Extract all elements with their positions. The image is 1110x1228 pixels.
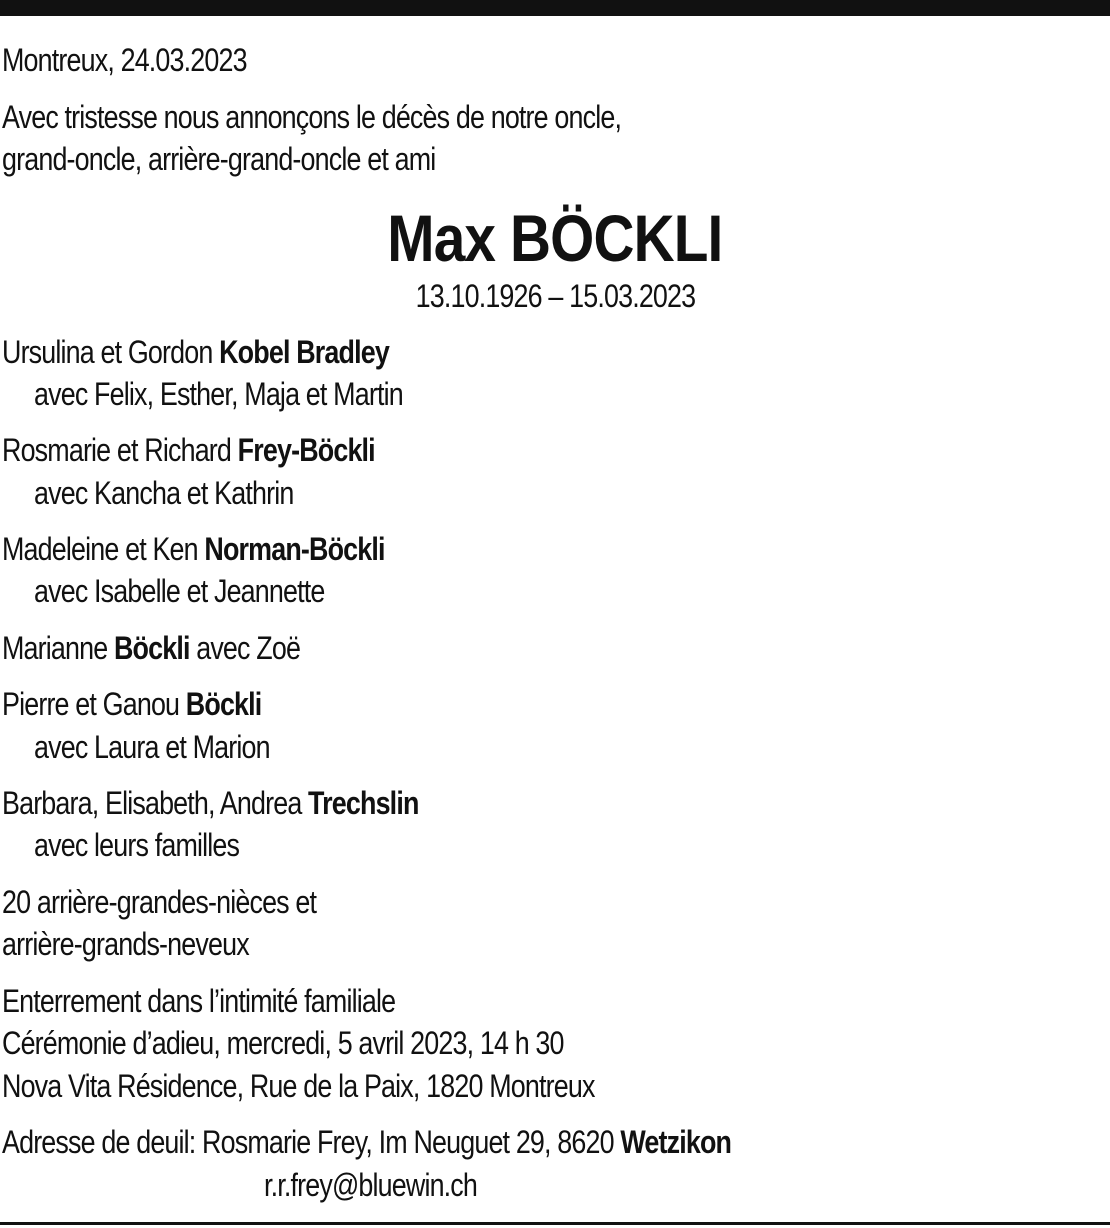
mourner-sub-line: avec Laura et Marion [34, 729, 270, 765]
deceased-name: Max BÖCKLI [387, 201, 723, 275]
mourner-sub-line: avec Isabelle et Jeannette [34, 573, 325, 609]
deceased-dates: 13.10.1926 – 15.03.2023 [415, 278, 695, 314]
mourning-address-email: r.r.frey@bluewin.ch [264, 1167, 478, 1203]
bottom-border-rule [0, 1222, 1110, 1225]
mourner-first-names: Rosmarie et Richard [2, 432, 238, 468]
ceremony-line-1: Enterrement dans l’intimité familiale [2, 983, 396, 1019]
deceased-name-block [0, 202, 1110, 274]
mourner-first-names: Barbara, Elisabeth, Andrea [2, 785, 309, 821]
mourner-sub-line: avec Kancha et Kathrin [34, 475, 294, 511]
mourner-line [2, 628, 300, 668]
grandnieces-line-1: 20 arrière-grandes-nièces et [2, 884, 317, 920]
mourner-line [2, 430, 375, 470]
ceremony-line-3: Nova Vita Résidence, Rue de la Paix, 1820 Montreux [2, 1068, 595, 1104]
intro-line-1: Avec tristesse nous annonçons le décès de notre oncle, [2, 99, 622, 135]
place-date: Montreux, 24.03.2023 [2, 42, 247, 78]
ceremony-line-2: Cérémonie d’adieu, mercredi, 5 avril 2023, 14 h 30 [2, 1025, 564, 1061]
intro-line-2: grand-oncle, arrière-grand-oncle et ami [2, 141, 436, 177]
grandnieces-line-2: arrière-grands-neveux [2, 926, 249, 962]
mourner-sub-line: avec leurs familles [34, 827, 240, 863]
mourner-surname: Frey-Böckli [237, 432, 375, 468]
mourner-line [2, 684, 261, 724]
mourner-surname: Norman-Böckli [204, 531, 385, 567]
mourning-address-label: Adresse de deuil: [2, 1124, 203, 1160]
mourner-first-names: Marianne [2, 630, 114, 666]
mourner-sub-line: avec Felix, Esther, Maja et Martin [34, 376, 403, 412]
mourner-line [2, 529, 385, 569]
mourner-surname: Böckli [113, 630, 190, 666]
mourning-address-city: Wetzikon [620, 1124, 732, 1160]
mourner-line [2, 783, 419, 823]
mourner-line [2, 332, 389, 372]
top-border-rule [0, 0, 1110, 16]
mourner-first-names: Ursulina et Gordon [2, 334, 220, 370]
mourner-first-names: Pierre et Ganou [2, 686, 186, 722]
mourner-surname: Kobel Bradley [219, 334, 389, 370]
mourning-address-text: Rosmarie Frey, Im Neuguet 29, 8620 [202, 1124, 621, 1160]
mourner-surname: Böckli [185, 686, 262, 722]
mourning-address [2, 1122, 731, 1162]
mourner-surname: Trechslin [308, 785, 419, 821]
mourner-suffix: avec Zoë [189, 630, 301, 666]
mourner-first-names: Madeleine et Ken [2, 531, 205, 567]
deceased-dates-block [0, 276, 1110, 316]
